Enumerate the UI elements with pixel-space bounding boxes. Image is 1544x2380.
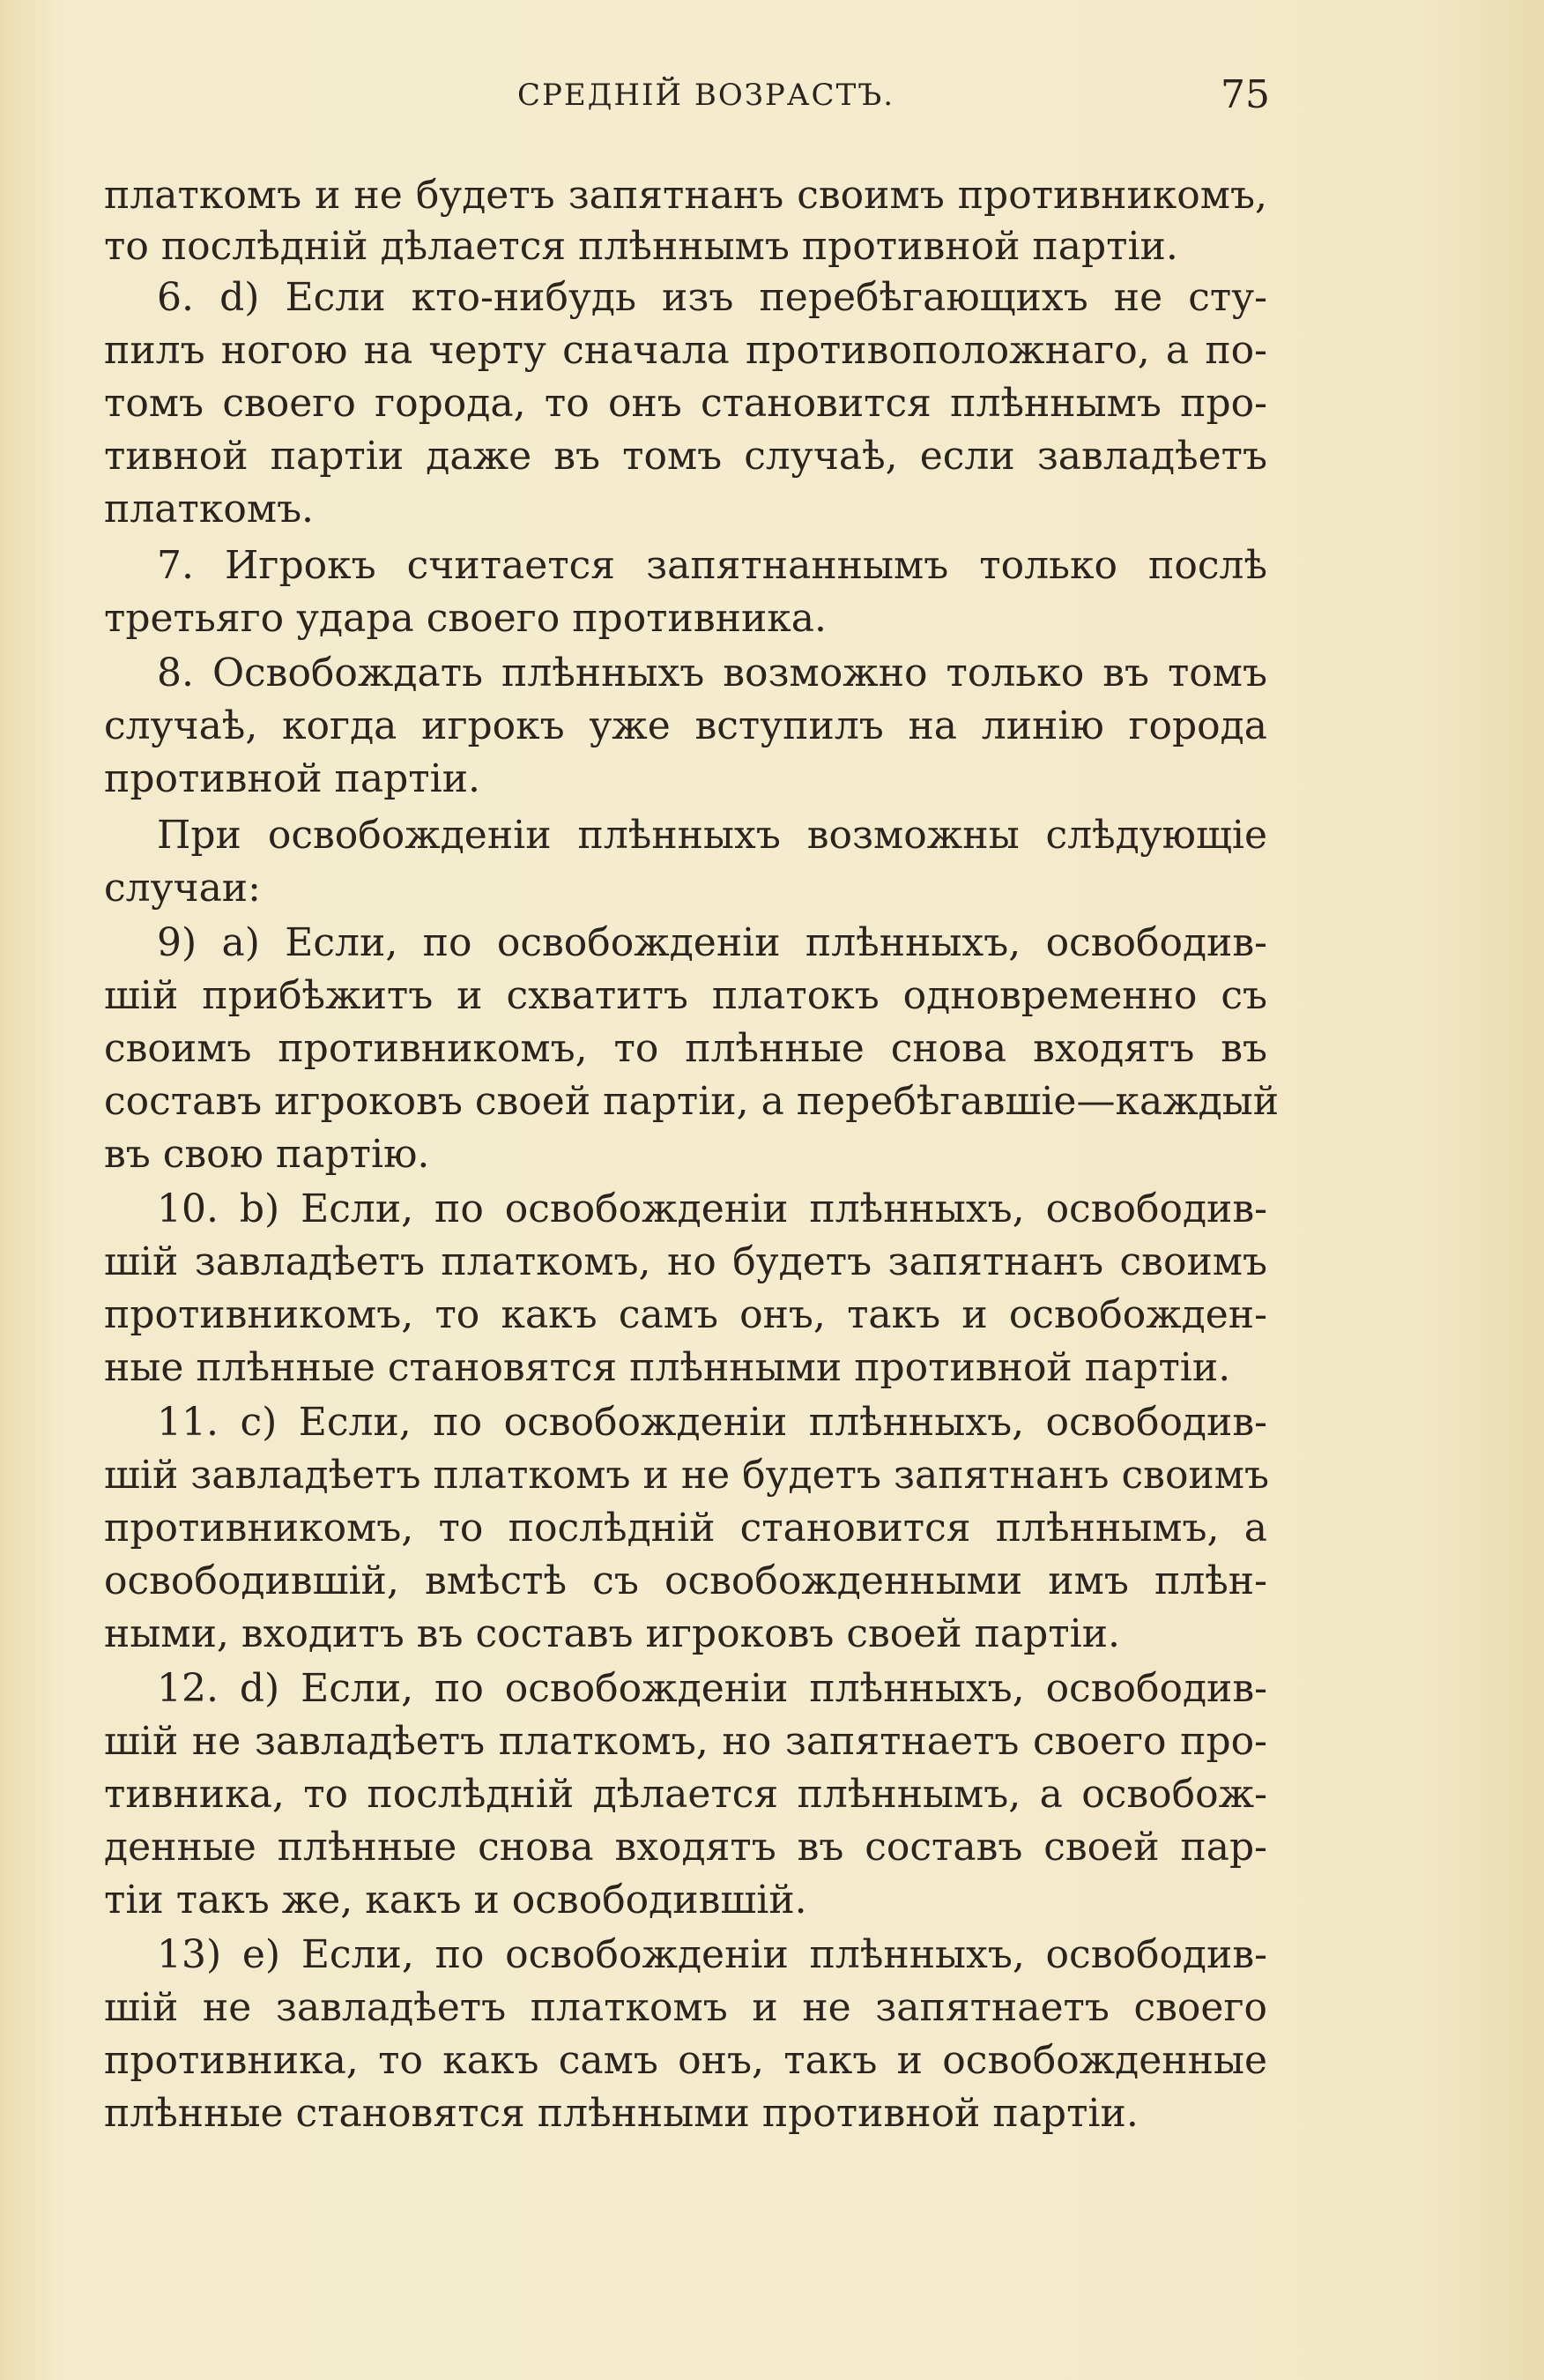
text-line: пилъ ногою на черту сначала противоположнаго, а по-: [104, 328, 1267, 373]
text-line: 11. c) Если, по освобожденіи плѣнныхъ, освободив-: [157, 1400, 1267, 1445]
text-line: составъ игроковъ своей партіи, а перебѣгавшіе—каждый: [104, 1079, 1280, 1124]
text-line: 8. Освобождать плѣнныхъ возможно только въ томъ: [157, 651, 1267, 695]
text-line: шій завладѣетъ платкомъ, но будетъ запятнанъ своимъ: [104, 1239, 1267, 1284]
text-line: тивника, то послѣдній дѣлается плѣннымъ, а освобож-: [104, 1772, 1267, 1817]
text-line: шій завладѣетъ платкомъ и не будетъ запятнанъ своимъ: [104, 1453, 1269, 1498]
text-line: платкомъ.: [104, 487, 315, 532]
text-line: третьяго удара своего противника.: [104, 596, 827, 641]
text-line: При освобожденіи плѣнныхъ возможны слѣдующіе: [157, 813, 1267, 858]
text-line: плѣнные становятся плѣнными противной партіи.: [104, 2091, 1139, 2136]
text-line: противникомъ, то какъ самъ онъ, такъ и освобожден-: [104, 1292, 1267, 1337]
text-line: денные плѣнные снова входятъ въ составъ своей пар-: [104, 1825, 1267, 1870]
text-line: противника, то какъ самъ онъ, такъ и освобожденные: [104, 2038, 1267, 2083]
text-line: то послѣдній дѣлается плѣннымъ противной партіи.: [104, 224, 1178, 269]
text-line: 12. d) Если, по освобожденіи плѣнныхъ, освободив-: [157, 1666, 1267, 1711]
text-line: 10. b) Если, по освобожденіи плѣнныхъ, освободив-: [157, 1186, 1267, 1231]
text-line: тивной партіи даже въ томъ случаѣ, если завладѣетъ: [104, 434, 1267, 479]
text-line: случаи:: [104, 866, 261, 911]
text-line: 7. Игрокъ считается запятнаннымъ только послѣ: [157, 543, 1267, 588]
text-line: платкомъ и не будетъ запятнанъ своимъ противникомъ,: [104, 173, 1267, 218]
running-header: СРЕДНІЙ ВОЗРАСТЪ.: [517, 78, 895, 113]
text-line: ные плѣнные становятся плѣнными противной партіи.: [104, 1345, 1231, 1390]
text-line: шій не завладѣетъ платкомъ и не запятнаетъ своего: [104, 1985, 1267, 2030]
text-line: въ свою партію.: [104, 1132, 430, 1177]
text-line: томъ своего города, то онъ становится плѣннымъ про-: [104, 381, 1267, 426]
text-line: 13) e) Если, по освобожденіи плѣнныхъ, освободив-: [157, 1932, 1267, 1977]
text-line: 9) a) Если, по освобожденіи плѣнныхъ, освободив-: [157, 920, 1267, 965]
text-line: противникомъ, то послѣдній становится плѣннымъ, а: [104, 1506, 1267, 1551]
text-line: своимъ противникомъ, то плѣнные снова входятъ въ: [104, 1026, 1267, 1071]
text-line: 6. d) Если кто-нибудь изъ перебѣгающихъ не сту-: [157, 275, 1267, 320]
text-line: тіи такъ же, какъ и освободившій.: [104, 1878, 807, 1923]
text-line: освободившій, вмѣстѣ съ освобожденными имъ плѣн-: [104, 1558, 1267, 1603]
text-line: случаѣ, когда игрокъ уже вступилъ на линію города: [104, 703, 1267, 748]
page-number: 75: [1221, 72, 1270, 117]
text-line: шій не завладѣетъ платкомъ, но запятнаетъ своего про-: [104, 1719, 1267, 1764]
text-line: ными, входитъ въ составъ игроковъ своей партіи.: [104, 1611, 1121, 1656]
text-line: шій прибѣжитъ и схватитъ платокъ одновременно съ: [104, 973, 1267, 1018]
text-line: противной партіи.: [104, 756, 481, 801]
